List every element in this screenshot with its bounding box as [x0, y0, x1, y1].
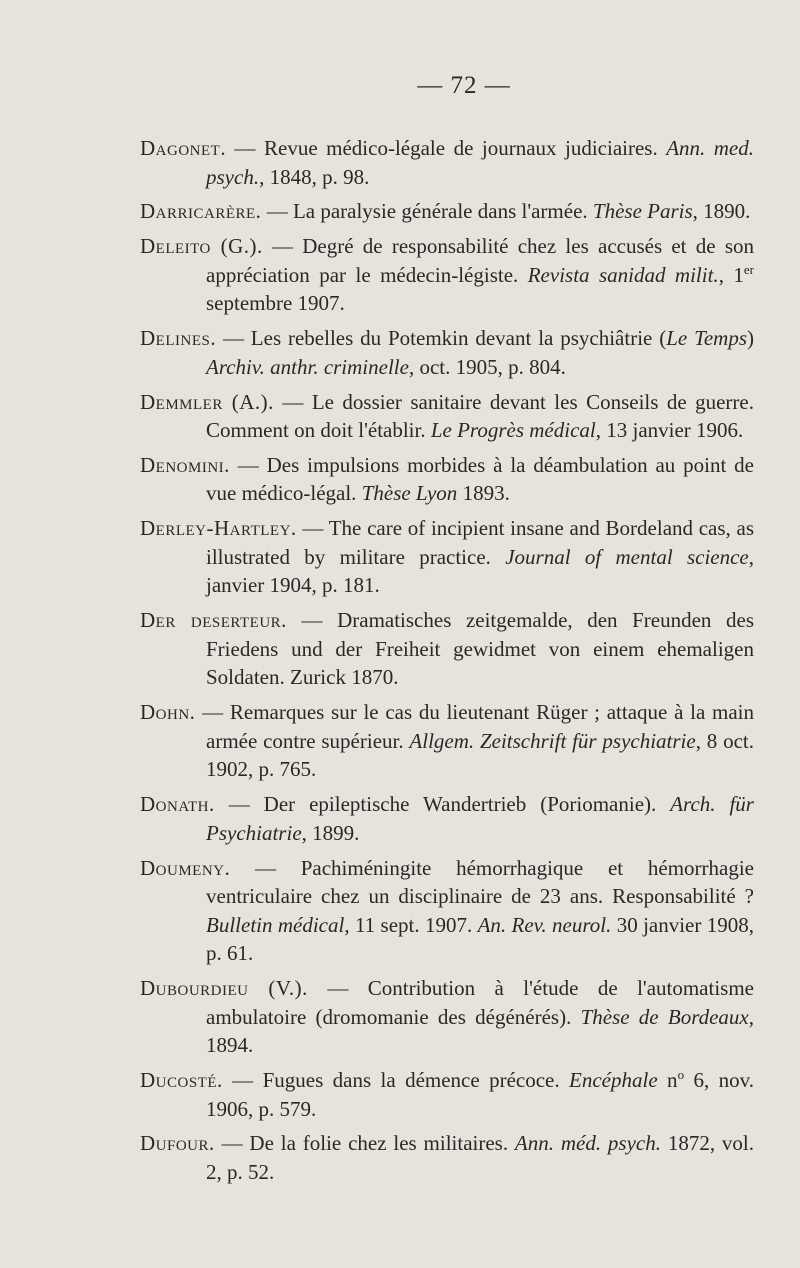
- entry-text: septembre 1907.: [206, 291, 345, 316]
- entry-text: , 11 sept. 1907.: [344, 912, 478, 937]
- entry-title-italic: Le Progrès médical: [430, 418, 596, 443]
- entry-text: — Dramatisches zeitgemalde, den Freunden des Friedens und der Freiheit gewidmet von einem ehemaligen Soldaten. Zurick 1870.: [206, 608, 754, 690]
- entry-text: , 1894.: [206, 1004, 754, 1058]
- bibliography-entry: [140, 134, 754, 191]
- entry-title-italic: Journal of mental science: [505, 544, 749, 569]
- entry-text: , janvier 1904, p. 181.: [206, 544, 755, 598]
- entry-title-italic: Bulletin médical: [206, 912, 345, 937]
- page-number: — 72 —: [417, 72, 511, 99]
- entry-title-italic: Encéphale: [569, 1068, 658, 1093]
- entry-author: Donath.: [140, 792, 215, 817]
- entry-text: , 1890.: [692, 199, 751, 224]
- entry-author: Delines.: [140, 326, 217, 351]
- entry-text: — La paralysie générale dans l'armée.: [261, 199, 593, 224]
- entry-author: Denomini.: [140, 452, 230, 477]
- entry-text: — Pachiméningite hémorrhagique et hémorrhagie ventriculaire chez un disciplinaire de 23 ans. Responsabilité ?: [206, 855, 754, 909]
- entry-text: — Contribution à l'étude de l'automatisme ambulatoire (dromomanie des dégénérés).: [206, 976, 755, 1029]
- bibliography-list: [140, 134, 754, 1187]
- entry-text: , 1899.: [301, 820, 360, 845]
- entry-text: — Der epileptische Wandertrieb (Poriomanie).: [214, 792, 671, 817]
- bibliography-entry: [140, 324, 754, 381]
- entry-text: 30 janvier 1908, p. 61.: [206, 912, 754, 966]
- entry-text: , 1848, p. 98.: [259, 164, 370, 189]
- entry-title-italic: Thèse Lyon: [361, 481, 458, 506]
- entry-text: — Fugues dans la démence précoce.: [222, 1068, 570, 1093]
- bibliography-entry: [140, 232, 754, 318]
- entry-title-italic: Archiv. anthr. criminelle: [206, 354, 409, 379]
- entry-text: — Des impulsions morbides à la déambulation au point de vue médico-légal.: [206, 452, 754, 506]
- entry-text: , oct. 1905, p. 804.: [408, 354, 566, 379]
- entry-title-italic: Arch. für Psychiatrie: [206, 792, 754, 845]
- entry-author: Ducosté.: [140, 1068, 223, 1093]
- entry-text: — Revue médico-légale de journaux judiciaires.: [226, 136, 667, 160]
- entry-title-italic: Le Temps: [666, 326, 747, 351]
- bibliography-entry: [140, 698, 754, 784]
- entry-title-italic: Revista sanidad milit.: [527, 262, 719, 287]
- entry-author: Darricarère.: [140, 199, 262, 224]
- entry-text: 6, nov. 1906, p. 579.: [206, 1068, 754, 1121]
- entry-author: Dagonet.: [140, 136, 227, 160]
- bibliography-entry: [140, 514, 754, 600]
- entry-text: — Les rebelles du Potemkin devant la psychiâtrie (: [216, 326, 667, 351]
- bibliography-entry: [140, 606, 754, 692]
- entry-title-italic: Ann. méd. psych.: [514, 1131, 661, 1156]
- entry-text: — Remarques sur le cas du lieutenant Rüger ; attaque à la main armée contre supérieur.: [195, 700, 754, 753]
- bibliography-entry: [140, 197, 754, 226]
- entry-superscript: o: [677, 1067, 685, 1083]
- bibliography-entry: [140, 1129, 754, 1186]
- bibliography-entry: [140, 451, 754, 508]
- entry-text: 1893.: [457, 481, 510, 506]
- entry-author: Der deserteur.: [140, 608, 287, 633]
- entry-author: Doumeny.: [140, 855, 231, 880]
- entry-author: Dohn.: [140, 700, 196, 725]
- entry-text: — De la folie chez les militaires.: [214, 1131, 515, 1156]
- entry-author: Derley-Hartley.: [140, 516, 297, 541]
- entry-author: Deleito (G.).: [140, 234, 263, 259]
- entry-text: , 8 oct. 1902, p. 765.: [206, 728, 754, 782]
- bibliography-entry: [140, 1066, 754, 1123]
- entry-author: Dufour.: [140, 1131, 215, 1156]
- entry-author: Dubourdieu (V.).: [140, 976, 308, 1001]
- entry-title-italic: Thèse Paris: [592, 199, 693, 224]
- entry-text: — Le dossier sanitaire devant les Conseils de guerre. Comment on doit l'établir.: [206, 389, 754, 443]
- entry-superscript: er: [743, 261, 754, 277]
- entry-title-italic: An. Rev. neurol.: [477, 912, 612, 937]
- entry-text: , 13 janvier 1906.: [595, 418, 744, 443]
- entry-text: , 1: [718, 262, 744, 287]
- entry-title-italic: Allgem. Zeitschrift für psychiatrie: [409, 728, 696, 753]
- entry-text: — The care of incipient insane and Bordeland cas, as illustrated by militare practice.: [206, 516, 754, 569]
- entry-text: — Degré de responsabilité chez les accusés et de son appréciation par le médecin-légiste.: [206, 234, 754, 287]
- bibliography-entry: [140, 388, 754, 445]
- entry-title-italic: Ann. med. psych.: [206, 136, 754, 189]
- entry-author: Demmler (A.).: [140, 389, 274, 414]
- bibliography-entry: [140, 974, 754, 1060]
- bibliography-entry: [140, 854, 754, 968]
- entry-text: ): [747, 326, 754, 351]
- entry-text: 1872, vol. 2, p. 52.: [206, 1131, 754, 1185]
- entry-title-italic: Thèse de Bordeaux: [580, 1004, 749, 1029]
- bibliography-entry: [140, 790, 754, 847]
- entry-text: n: [657, 1068, 678, 1093]
